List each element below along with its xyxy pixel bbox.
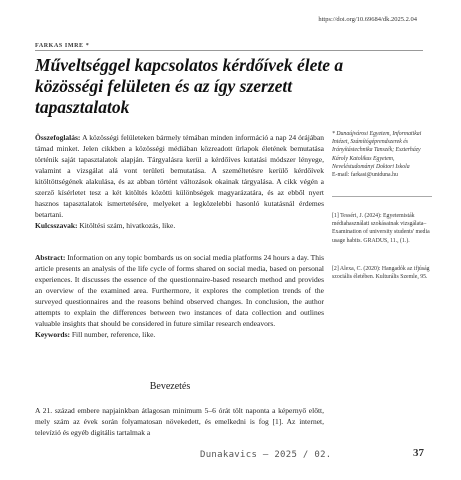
author-name: FARKAS IMRE * [35,43,90,49]
keywords-en [35,329,324,340]
keywords-hu-label: Kulcsszavak: [35,221,78,230]
abstract-hu-label: Összefoglalás: [35,133,81,142]
keywords-hu-text: Kitöltési szám, hivatkozás, like. [79,221,176,230]
article-title: Műveltséggel kapcsolatos kérdőívek élete a közösségi felületen és az így szerzett tapasztalatok [35,55,344,117]
page-number: 37 [413,447,424,459]
header-divider [35,50,423,51]
keywords-en-label: Keywords: [35,330,70,339]
reference-1: [1] Tesséri, J. (2024): Egyetemisták médiahasználati szokásainak vizsgálata–Examination of university students' media usage habits. GRADUS, 11., (1.). [332,213,430,244]
body-paragraph: A 21. század embere napjainkban átlagosan minimum 5–6 órát tölt naponta a képernyő előtt, mely szám az évek során folyamatosan növekedett, és emelkedni is fog [1]. Az internet, televízió és egyéb digitális tartalmak a [35,406,324,437]
keywords-en-text: Fill number, reference, like. [71,330,156,339]
sidebar-divider [332,196,432,197]
section-heading: Bevezetés [149,381,191,392]
author-email[interactable]: E-mail: farkasi@uniduna.hu [332,172,398,179]
author-affiliation [332,130,432,179]
keywords-hu [35,220,324,231]
abstract-hu-text: A közösségi felületeken bármely témában minden információ a nap 24 órájában támad minket. Jelen cikkben a közösségi médiában közreadott űrlapok életének bemutatása történik saját tapasztalatok alapján. Tárgyalásra kerül a kérdőíves kutatási módszer lényege, valamint a vizsgálat alá vont területi bemutatása. A személtetésre kerülő kérdőívek kitöltöttségének alakulása, és az abban történt változások okainak tárgyalása. A cikk végén a szerző kísérletet tesz a két kitöltés közötti különbségek magyarázatára, és az ebből nyert hasznos tapasztalatok ismertetésére, melyeket a legközelebbi hasonló kutatásnál érdemes betartani. [35,133,324,219]
abstract-hungarian [35,132,324,231]
journal-footer: Dunakavics – 2025 / 02. [200,450,332,460]
abstract-en-label: Abstract: [35,253,66,262]
abstract-english [35,252,324,340]
doi-link[interactable]: https://doi.org/10.69684/dk.2025.2.04 [318,16,417,23]
affiliation-text: * Dunaújvárosi Egyetem, Informatikai Intézet, Számítógéprendszerek és Irányítástechnika Tanszék; Eszterházy Károly Katolikus Egyetem, Neveléstudományi Doktori Iskola [332,131,422,170]
abstract-en-text: Information on any topic bombards us on social media platforms 24 hours a day. This article presents an analysis of the life cycle of forms shared on social media, based on personal experiences. It discusses the essence of the questionnaire-based research method and provides an overview of the examined area. Furthermore, it explores the completion trends of the surveyed questionnaires and the reasons behind observed changes. In conclusion, the author attempts to explain the differences between two instances of data collection and outlines valuable insights that should be considered in future similar research endeavors. [35,253,325,328]
reference-2: [2] Alexa, C. (2020): Hangadók az ifjúság szociális életében. Kulturális Szemle, 95. [332,266,430,281]
